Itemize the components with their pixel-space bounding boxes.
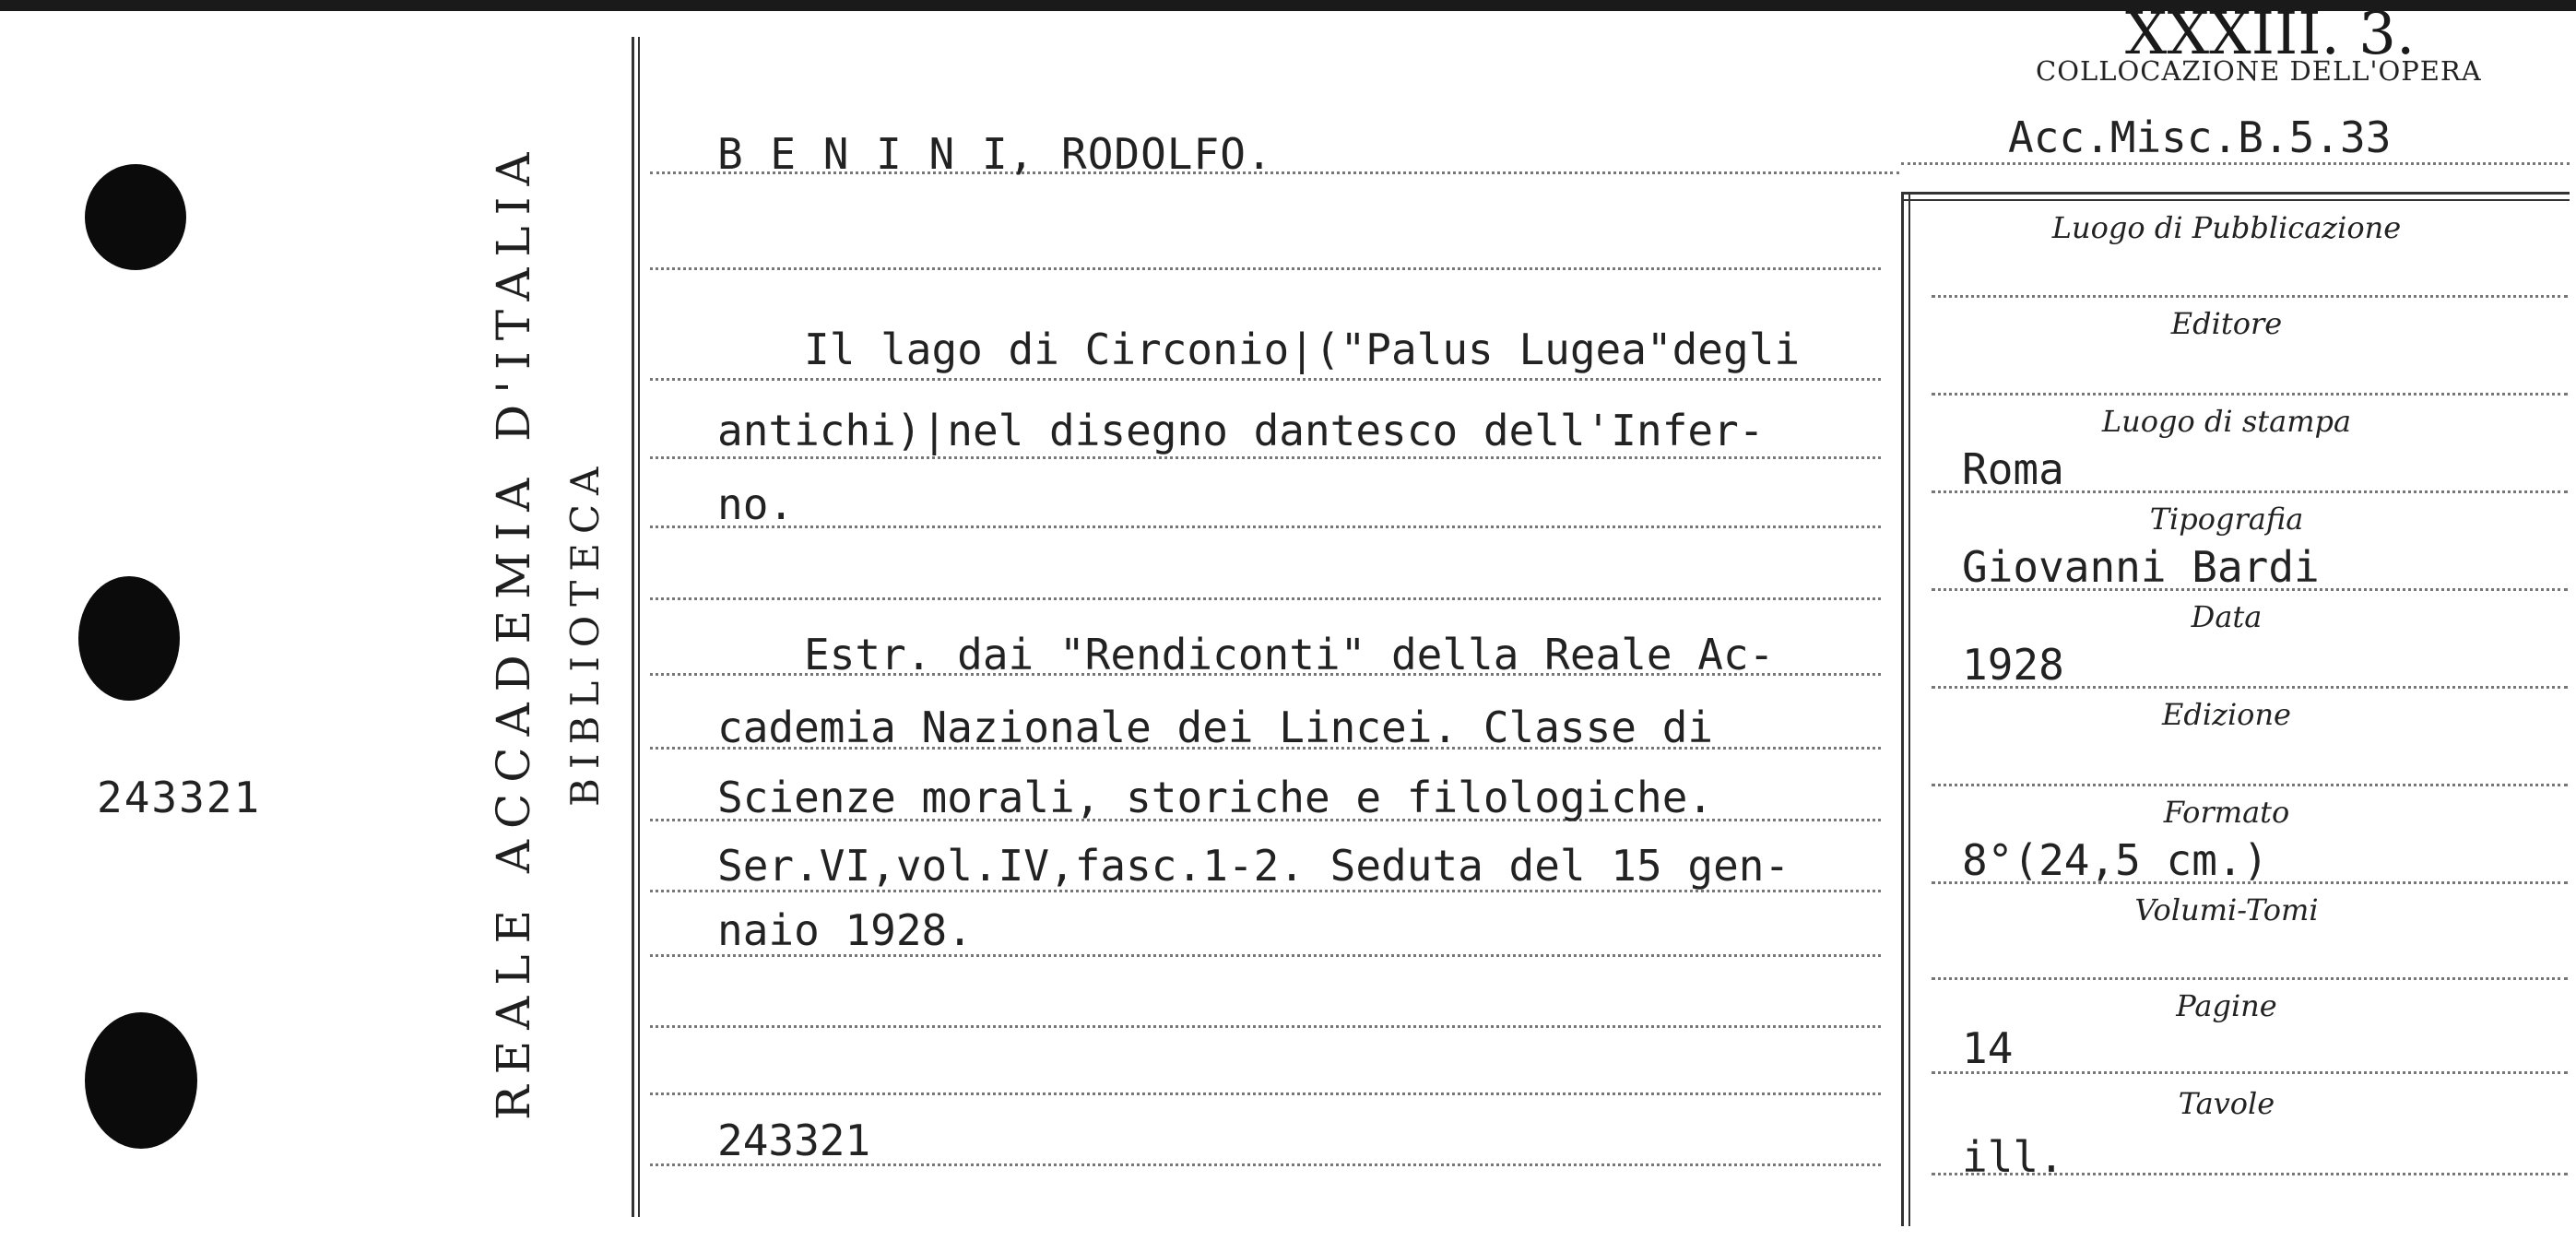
field-value-pagine: 14 bbox=[1962, 1023, 2014, 1073]
ruled-line bbox=[650, 267, 1881, 270]
author-name: B E N I N I, RODOLFO. bbox=[717, 129, 1273, 179]
notes-line-4: Ser.VI,vol.IV,fasc.1-2. Seduta del 15 gen- bbox=[717, 841, 1790, 891]
field-label-volumi-tomi: Volumi-Tomi bbox=[2134, 892, 2319, 927]
field-line bbox=[1932, 393, 2568, 396]
inventory-number-left: 243321 bbox=[97, 773, 262, 822]
ruled-line bbox=[650, 1092, 1881, 1095]
field-label-editore: Editore bbox=[2170, 306, 2283, 341]
left-rule-a bbox=[632, 37, 634, 1217]
right-box-rule-a bbox=[1901, 194, 1904, 1226]
field-label-luogo-stampa: Luogo di stampa bbox=[2101, 404, 2352, 439]
field-line bbox=[1932, 1071, 2568, 1074]
shelfmark-handwritten: XXXIII. 3. bbox=[2125, 0, 2416, 68]
notes-line-1: Estr. dai "Rendiconti" della Reale Ac- bbox=[804, 630, 1775, 679]
field-label-data: Data bbox=[2191, 599, 2263, 634]
field-label-pagine: Pagine bbox=[2176, 988, 2277, 1023]
field-line bbox=[1932, 881, 2568, 884]
field-line bbox=[1932, 490, 2568, 493]
ruled-line bbox=[650, 456, 1881, 459]
field-label-tavole: Tavole bbox=[2178, 1086, 2275, 1121]
inventory-number-bottom: 243321 bbox=[717, 1116, 871, 1165]
field-value-tavole: ill. bbox=[1962, 1132, 2064, 1182]
notes-line-5: naio 1928. bbox=[717, 905, 973, 955]
ruled-line bbox=[650, 597, 1881, 600]
punch-hole-top bbox=[85, 164, 186, 270]
punch-hole-bottom bbox=[85, 1012, 197, 1149]
right-box-rule-b bbox=[1908, 194, 1910, 1226]
punch-hole-middle bbox=[78, 576, 180, 701]
field-label-formato: Formato bbox=[2163, 795, 2290, 830]
field-value-formato: 8°(24,5 cm.) bbox=[1962, 835, 2269, 885]
notes-line-3: Scienze morali, storiche e filologiche. bbox=[717, 773, 1714, 822]
field-label-luogo-pubblicazione: Luogo di Pubblicazione bbox=[2051, 210, 2402, 245]
title-line-1: Il lago di Circonio|("Palus Lugea"degli bbox=[804, 325, 1801, 374]
right-box-top-rule-b bbox=[1901, 199, 2570, 201]
field-line bbox=[1932, 295, 2568, 298]
ruled-line bbox=[650, 378, 1881, 381]
title-line-2: antichi)|nel disegno dantesco dell'Infer- bbox=[717, 406, 1765, 455]
library-name-vertical: REALE ACCADEMIA D'ITALIA bbox=[487, 141, 540, 1120]
field-value-tipografia: Giovanni Bardi bbox=[1962, 542, 2320, 592]
ruled-line bbox=[650, 1025, 1881, 1028]
title-line-3: no. bbox=[717, 479, 795, 529]
field-line bbox=[1932, 588, 2568, 591]
library-section-vertical: BIBLIOTECA bbox=[562, 457, 608, 807]
field-label-tipografia: Tipografia bbox=[2149, 502, 2304, 537]
field-line bbox=[1932, 977, 2568, 980]
left-rule-b bbox=[638, 37, 640, 1217]
field-line bbox=[1932, 1173, 2568, 1175]
notes-line-2: cademia Nazionale dei Lincei. Classe di bbox=[717, 703, 1714, 752]
field-label-edizione: Edizione bbox=[2162, 697, 2291, 732]
field-value-luogo-stampa: Roma bbox=[1962, 444, 2064, 494]
field-value-data: 1928 bbox=[1962, 640, 2064, 690]
field-line bbox=[1932, 784, 2568, 786]
right-box-top-rule bbox=[1901, 192, 2570, 195]
collocation-label: COLLOCAZIONE DELL'OPERA bbox=[2036, 55, 2482, 87]
collocation-underline bbox=[1901, 162, 2570, 165]
collocation-value: Acc.Misc.B.5.33 bbox=[2008, 112, 2392, 162]
field-line bbox=[1932, 686, 2568, 689]
ruled-line bbox=[650, 526, 1881, 528]
